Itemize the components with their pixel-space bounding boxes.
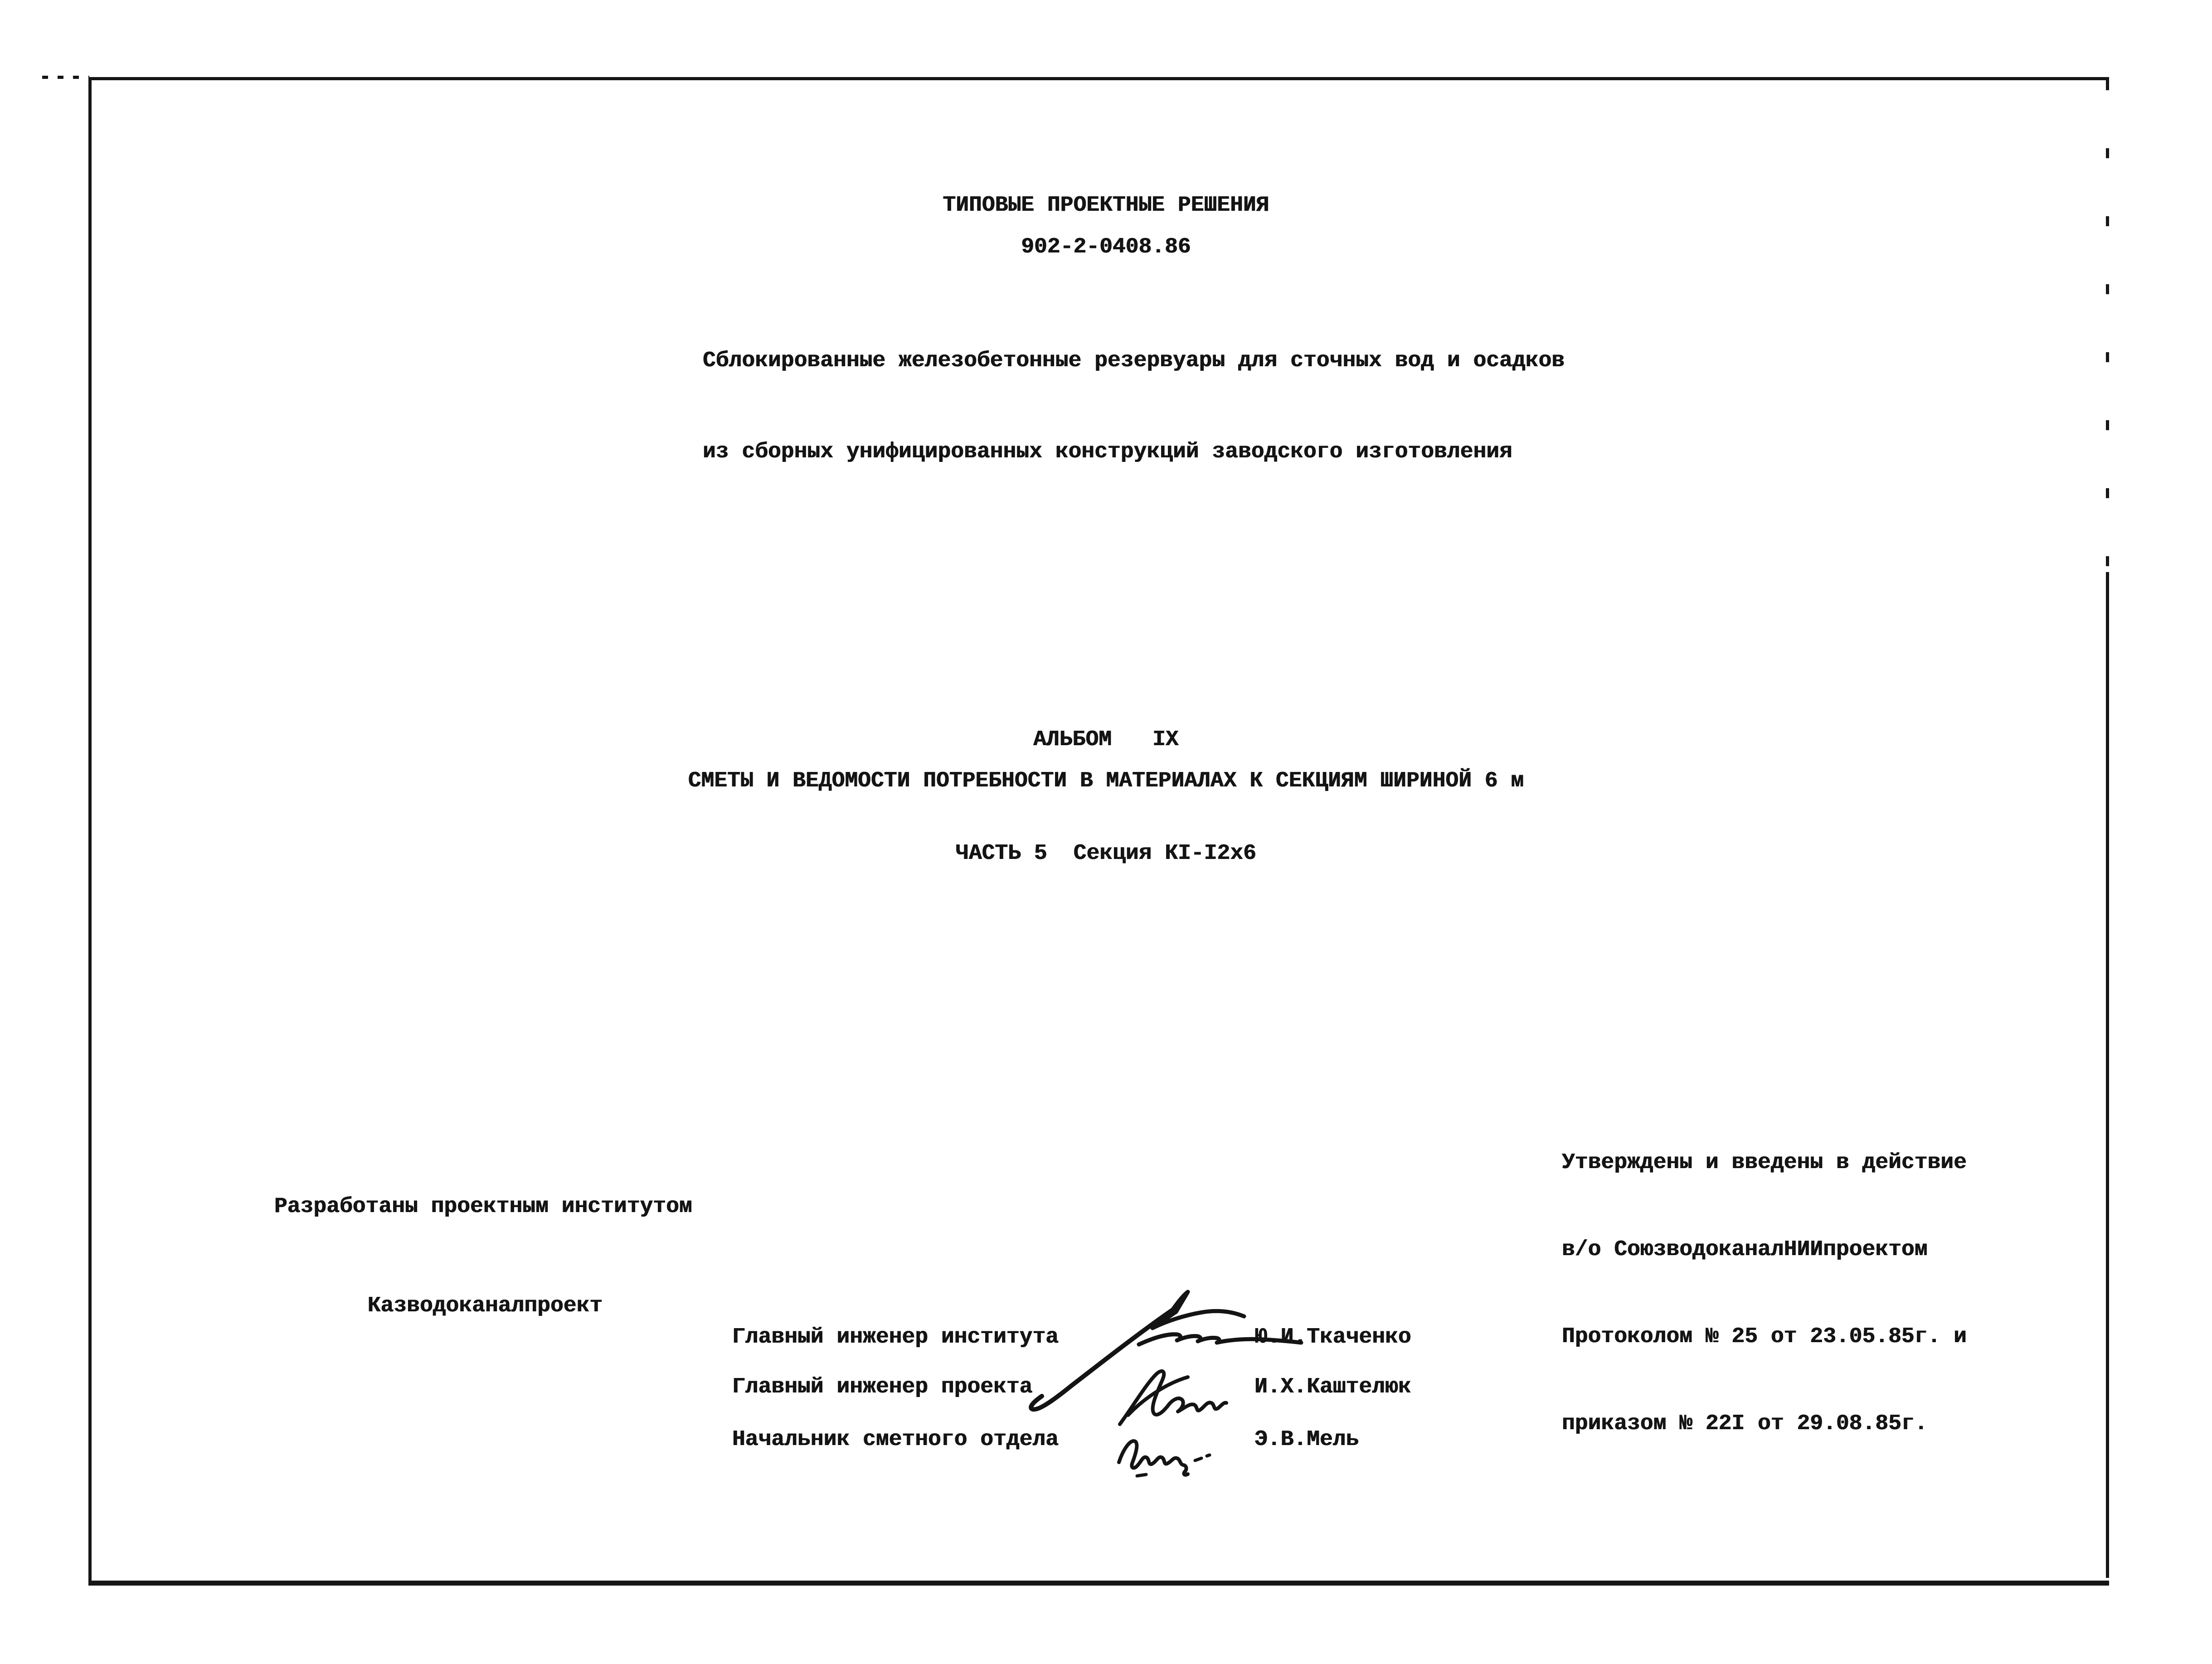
document-subtitle <box>703 285 1565 528</box>
developed-by-line-1: Разработаны проектным институтом <box>274 1194 692 1219</box>
signature-row-estimates-department-head <box>0 1429 2212 1451</box>
developed-by-block <box>274 1124 696 1389</box>
approval-line-2: в/о СоюзводоканалНИИпроектом <box>1562 1237 1928 1262</box>
album-label: АЛЬБОМ <box>1033 728 1112 752</box>
album-numeral: IX <box>1152 728 1179 752</box>
page-frame-top-lead-dashes <box>42 76 89 79</box>
album-heading <box>0 729 2212 751</box>
signatory-name: Э.В.Мель <box>1254 1427 1359 1452</box>
page-frame-right-dashed-segment <box>2106 80 2109 572</box>
series-title: ТИПОВЫЕ ПРОЕКТНЫЕ РЕШЕНИЯ <box>943 193 1269 218</box>
series-number: 902-2-0408.86 <box>1021 235 1191 259</box>
signatory-name: И.Х.Каштелюк <box>1254 1375 1411 1399</box>
approval-line-3: Протоколом № 25 от 23.05.85г. и <box>1562 1324 1967 1349</box>
subtitle-line-1: Сблокированные железобетонные резервуары для сточных вод и осадков <box>703 349 1565 373</box>
signatory-role: Начальник сметного отдела <box>732 1427 1059 1452</box>
developed-by-line-2: Казводоканалпроект <box>367 1294 603 1318</box>
part-section: Секция КI-I2х6 <box>1073 841 1256 866</box>
signatory-role: Главный инженер института <box>732 1325 1059 1349</box>
part-heading <box>0 843 2212 864</box>
part-label: ЧАСТЬ 5 <box>956 841 1047 866</box>
approval-line-4: приказом № 22I от 29.08.85г. <box>1562 1412 1928 1436</box>
handwritten-signature-kashtelyuk <box>1110 1356 1232 1433</box>
signatory-name: Ю.И.Ткаченко <box>1254 1325 1411 1349</box>
subtitle-line-2: из сборных унифицированных конструкций заводского изготовления <box>703 440 1512 464</box>
approval-line-1: Утверждены и введены в действие <box>1562 1150 1967 1175</box>
album-title: СМЕТЫ И ВЕДОМОСТИ ПОТРЕБНОСТИ В МАТЕРИАЛАХ К СЕКЦИЯМ ШИРИНОЙ 6 м <box>688 769 1524 793</box>
handwritten-signature-mel <box>1112 1427 1225 1484</box>
signatory-role: Главный инженер проекта <box>732 1375 1033 1399</box>
page-frame-right-solid-segment <box>2106 572 2109 1578</box>
